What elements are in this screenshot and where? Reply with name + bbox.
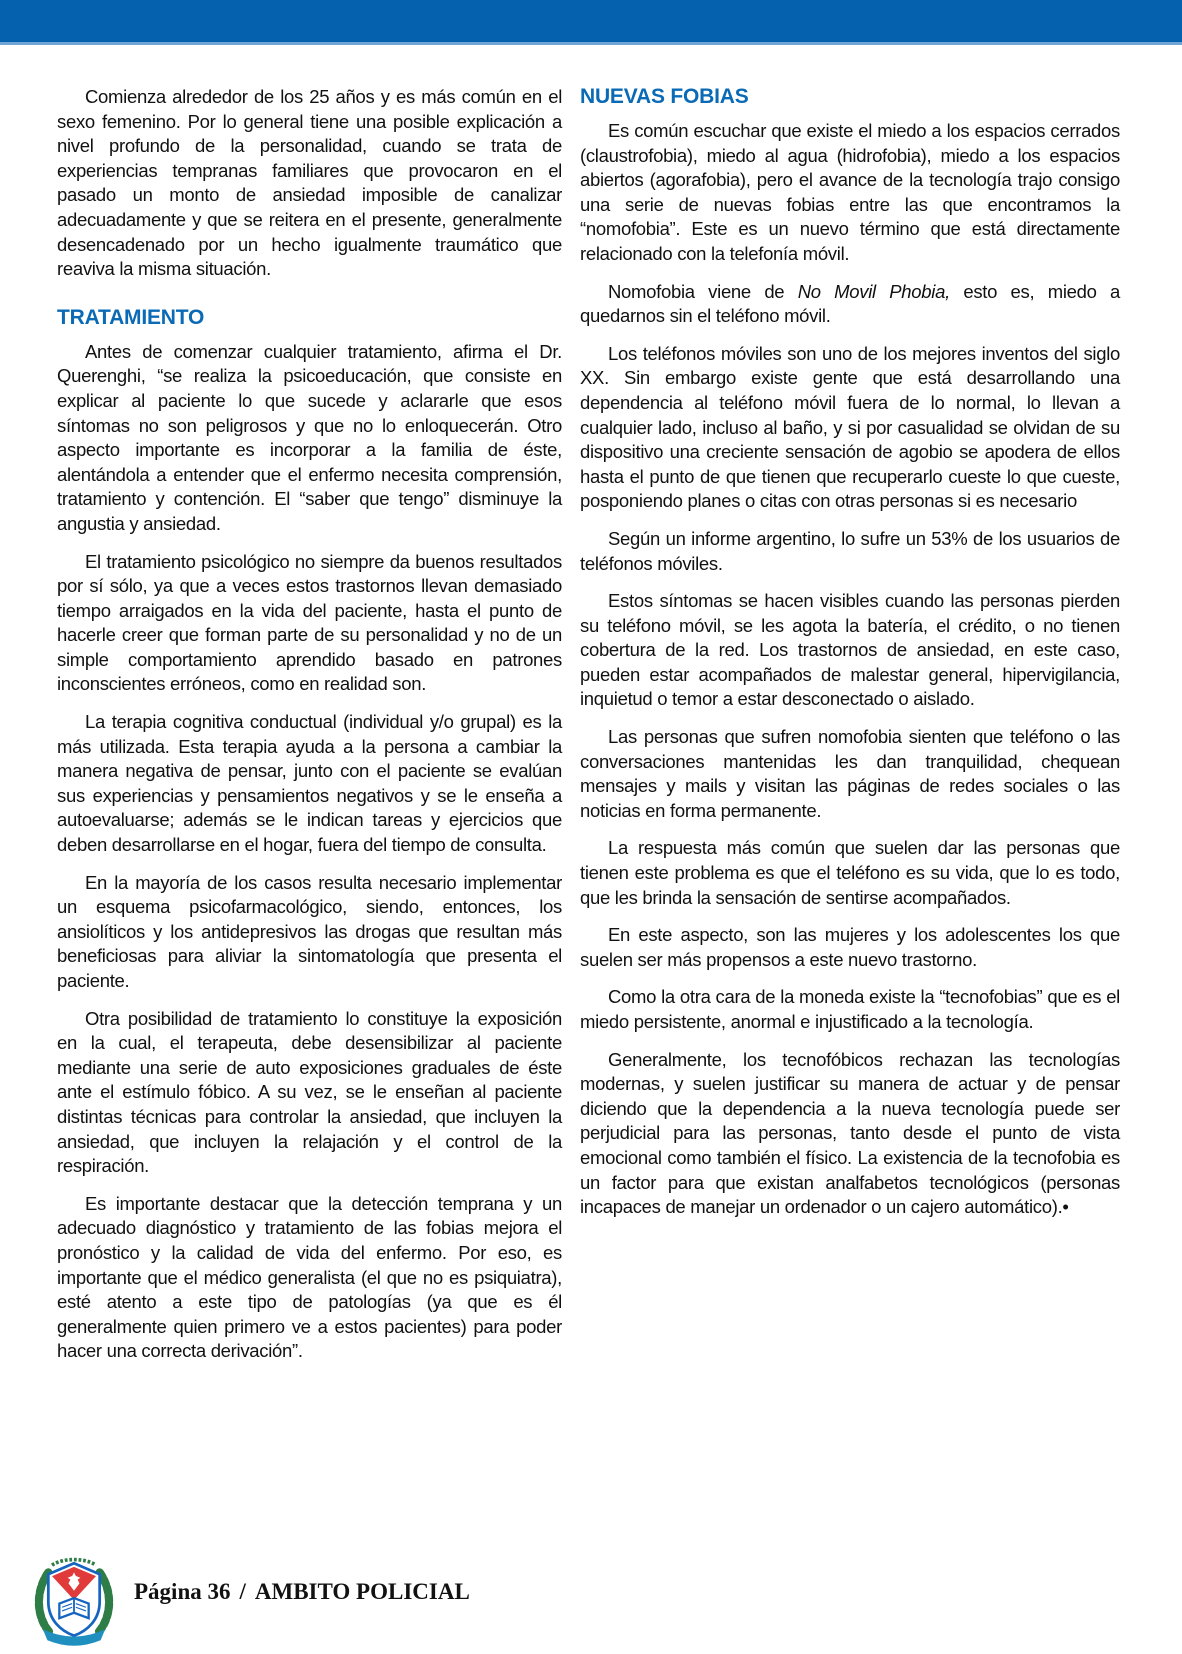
page-footer: [30, 1550, 470, 1648]
paragraph: Otra posibilidad de tratamiento lo constituye la exposición en la cual, el terapeuta, debe desensibilizar al paciente mediante una serie de auto exposiciones graduales de éste ante el estímulo fóbico. A su vez, se le enseñan al paciente distintas técnicas para controlar la ansiedad, que incluyen la ansiedad, que incluyen la relajación y el control de la respiración.: [57, 1007, 562, 1177]
right-column: [580, 85, 1120, 1377]
footer-caption: [134, 1579, 470, 1619]
magazine-name: AMBITO POLICIAL: [254, 1579, 470, 1604]
paragraph: En este aspecto, son las mujeres y los adolescentes los que suelen ser más propensos a este nuevo trastorno.: [580, 924, 1120, 970]
intro-paragraph: Comienza alrededor de los 25 años y es más común en el sexo femenino. Por lo general tiene una posible explicación a nivel profundo de la personalidad, cuando se trata de experiencias tempranas familiares que provocaron en el pasado un monto de ansiedad imposible de canalizar adecuadamente y que se reitera en el presente, generalmente desencadenado por un hecho igualmente traumático que reaviva la misma situación.: [57, 86, 562, 280]
paragraph: Generalmente, los tecnofóbicos rechazan las tecnologías modernas, y suelen justificar su manera de actuar y de pensar diciendo que la dependencia a la nueva tecnología puede ser perjudicial para las personas, tanto desde el punto de vista emocional como también el físico. La existencia de la tecnofobia es un factor para que existan analfabetos tecnológicos (personas incapaces de manejar un ordenador o un cajero automático).•: [580, 1048, 1120, 1218]
paragraph: La terapia cognitiva conductual (individual y/o grupal) es la más utilizada. Esta terapia ayuda a la persona a cambiar la manera negativa de pensar, junto con el paciente se evalúan sus experiencias y pensamientos negativos y se le enseña a autoevaluarse; además se le indican tareas y ejercicios que deben desarrollarse en el hogar, fuera del tiempo de consulta.: [57, 711, 562, 856]
paragraph: Antes de comenzar cualquier tratamiento, afirma el Dr. Querenghi, “se realiza la psicoeducación, que consiste en explicar al paciente lo que sucede y aclararle que esos síntomas no son peligrosos y que no lo enloquecerán. Otro aspecto importante es incorporar a la familia de éste, alentándola a entender que el enfermo necesita comprensión, tratamiento y contención. El “saber que tengo” disminuye la angustia y ansiedad.: [57, 340, 562, 534]
left-column: [57, 85, 562, 1377]
section-heading-nuevas-fobias: NUEVAS FOBIAS: [580, 85, 749, 108]
paragraph: Estos síntomas se hacen visibles cuando las personas pierden su teléfono móvil, se les agota la batería, el crédito, o no tienen cobertura de la red. Los trastornos de ansiedad, en este caso, pueden estar acompañados de malestar general, hipervigilancia, inquietud o temor a estar desconectado o aislado.: [580, 590, 1120, 710]
section-heading-tratamiento: TRATAMIENTO: [57, 305, 205, 329]
paragraph: En la mayoría de los casos resulta necesario implementar un esquema psicofarmacológico, siendo, entonces, los ansiolíticos y los antidepresivos las drogas que resultan más beneficiosas para aliviar la sintomatología que presenta el paciente.: [57, 871, 562, 991]
footer-separator: /: [239, 1579, 246, 1604]
text-segment: esto es, miedo a quedarnos sin el teléfono móvil.: [580, 280, 1120, 327]
paragraph: Los teléfonos móviles son uno de los mejores inventos del siglo XX. Sin embargo existe gente que está desarrollando una dependencia al teléfono móvil fuera de lo normal, lo llevan a cualquier lado, incluso al baño, y si por casualidad se olvidan de su dispositivo una creciente sensación de agobio se apodera de ellos hasta el punto de que tienen que recuperarlo cueste lo que cueste, posponiendo planes o citas con otras personas si es necesario: [580, 342, 1120, 512]
paragraph: Es importante destacar que la detección temprana y un adecuado diagnóstico y tratamiento de las fobias mejora el pronóstico y la calidad de vida del enfermo. Por eso, es importante que el médico generalista (el que no es psiquiatra), esté atento a este tipo de patologías (ya que es él generalmente quien primero ve a estos pacientes) para poder hacer una correcta derivación”.: [57, 1192, 562, 1362]
paragraph: Como la otra cara de la moneda existe la “tecnofobias” que es el miedo persistente, anormal e injustificado a la tecnología.: [580, 986, 1120, 1032]
paragraph: Las personas que sufren nomofobia sienten que teléfono o las conversaciones mantenidas les dan tranquilidad, chequean mensajes y mails y visitan las páginas de redes sociales o las noticias en forma permanente.: [580, 726, 1120, 821]
italic-term: No Movil Phobia,: [797, 280, 950, 302]
text-segment: Nomofobia viene de: [608, 280, 798, 302]
paragraph-nomofobia: [580, 280, 1120, 329]
paragraph: La respuesta más común que suelen dar las personas que tienen este problema es que el teléfono es su vida, que lo es todo, que les brinda la sensación de sentirse acompañados.: [580, 837, 1120, 908]
top-banner-bar: [0, 0, 1182, 45]
page-number-label: Página 36: [134, 1579, 231, 1604]
paragraph: El tratamiento psicológico no siempre da buenos resultados por sí sólo, ya que a veces estos trastornos llevan demasiado tiempo arraigados en la vida del paciente, hasta el punto de hacerle creer que forman parte de su personalidad y no de un simple comportamiento aprendido basado en patrones inconscientes erróneos, como en realidad son.: [57, 550, 562, 695]
ambito-policial-crest-icon: [30, 1550, 118, 1648]
paragraph: Es común escuchar que existe el miedo a los espacios cerrados (claustrofobia), miedo al agua (hidrofobia), miedo a los espacios abiertos (agorafobia), pero el avance de la tecnología trajo consigo una serie de nuevas fobias entre las que encontramos la “nomofobia”. Este es un nuevo término que está directamente relacionado con la telefonía móvil.: [580, 120, 1120, 264]
paragraph: Según un informe argentino, lo sufre un 53% de los usuarios de teléfonos móviles.: [580, 527, 1120, 574]
article-body: [0, 45, 1182, 1377]
